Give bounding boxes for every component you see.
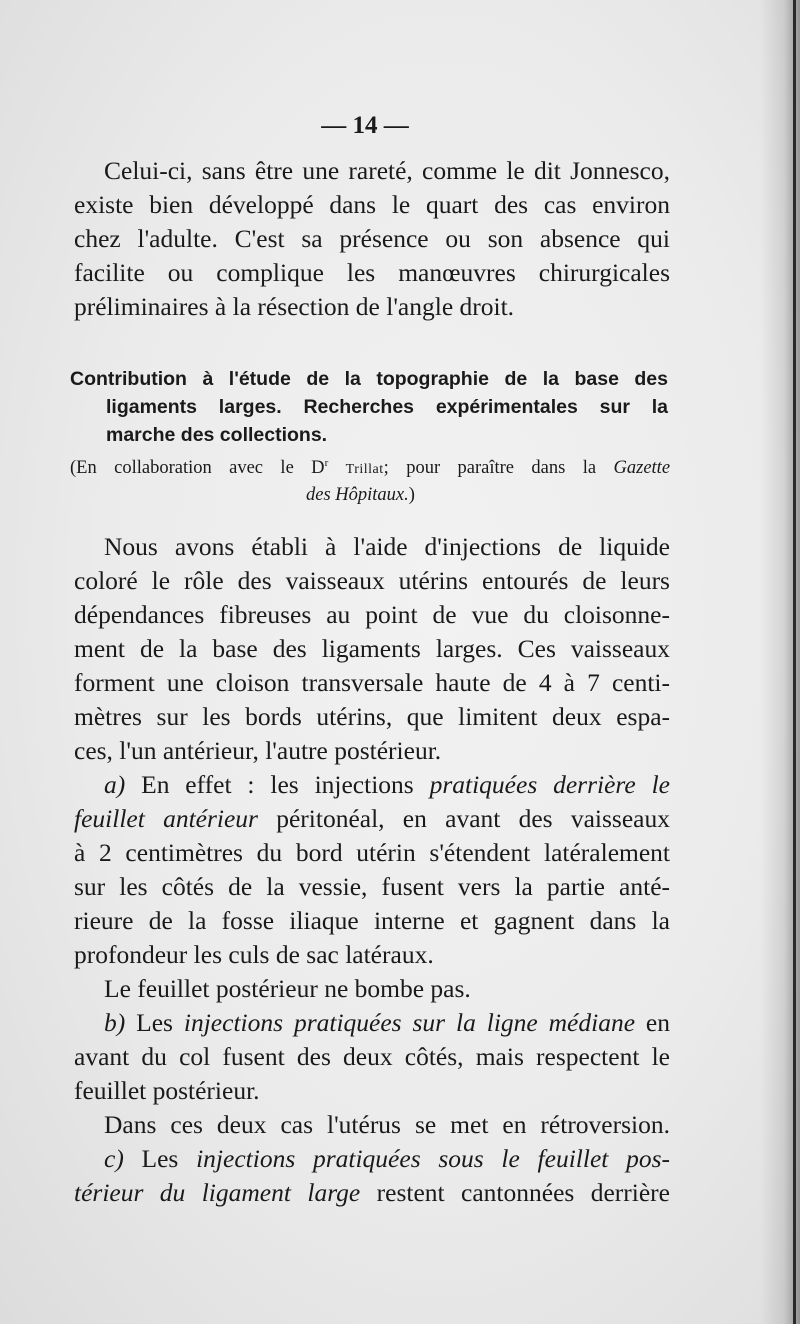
collaboration-note: (En collaboration avec le $D^r$ Trillat; pour paraître dans la Gazette: [70, 457, 671, 479]
intro-line: existe bien développé dans le quart des cas environ: [74, 190, 670, 219]
body-line: à 2 centimètres du bord utérin s'étendent latéralement: [74, 838, 670, 867]
section-heading-line: marche des collections.: [106, 424, 328, 446]
intro-line: préliminaires à la résection de l'angle droit.: [74, 292, 515, 321]
body-line: b) Les injections pratiquées sur la ligne médiane en: [104, 1008, 671, 1037]
body-line: mètres sur les bords utérins, que limitent deux espa-: [74, 702, 670, 731]
body-line: avant du col fusent des deux côtés, mais respectent le: [74, 1042, 670, 1071]
page-number: — 14 —: [321, 112, 409, 139]
collaboration-note-journal: des Hôpitaux.): [306, 485, 415, 505]
body-line: coloré le rôle des vaisseaux utérins entourés de leurs: [74, 566, 670, 595]
body-line: sur les côtés de la vessie, fusent vers la partie anté-: [74, 872, 670, 901]
body-line: dépendances fibreuses au point de vue du cloisonne-: [74, 600, 670, 629]
intro-line: chez l'adulte. C'est sa présence ou son absence qui: [74, 224, 670, 253]
intro-line: facilite ou complique les manœuvres chirurgicales: [74, 258, 670, 287]
intro-line: Celui-ci, sans être une rareté, comme le dit Jonnesco,: [104, 156, 670, 185]
body-line: c) Les injections pratiquées sous le feuillet pos-: [104, 1144, 670, 1173]
body-line: térieur du ligament large restent cantonnées derrière: [74, 1178, 670, 1207]
body-line: Le feuillet postérieur ne bombe pas.: [104, 974, 471, 1003]
body-line: rieure de la fosse iliaque interne et gagnent dans la: [74, 906, 670, 935]
body-line: ces, l'un antérieur, l'autre postérieur.: [74, 736, 442, 765]
body-line: ment de la base des ligaments larges. Ces vaisseaux: [74, 634, 670, 663]
body-line: a) En effet : les injections pratiquées derrière le: [104, 770, 670, 799]
section-heading-line: Contribution à l'étude de la topographie de la base des: [70, 368, 668, 390]
body-line: forment une cloison transversale haute de 4 à 7 centi-: [74, 668, 670, 697]
body-line: Dans ces deux cas l'utérus se met en rétroversion.: [104, 1110, 670, 1139]
body-line: profondeur les culs de sac latéraux.: [74, 940, 434, 969]
page-edge-line: [793, 0, 796, 1324]
body-line: feuillet postérieur.: [74, 1076, 260, 1105]
body-line: Nous avons établi à l'aide d'injections de liquide: [104, 532, 670, 561]
section-heading-line: ligaments larges. Recherches expérimentales sur la: [106, 396, 668, 418]
body-line: feuillet antérieur péritonéal, en avant des vaisseaux: [74, 804, 670, 833]
